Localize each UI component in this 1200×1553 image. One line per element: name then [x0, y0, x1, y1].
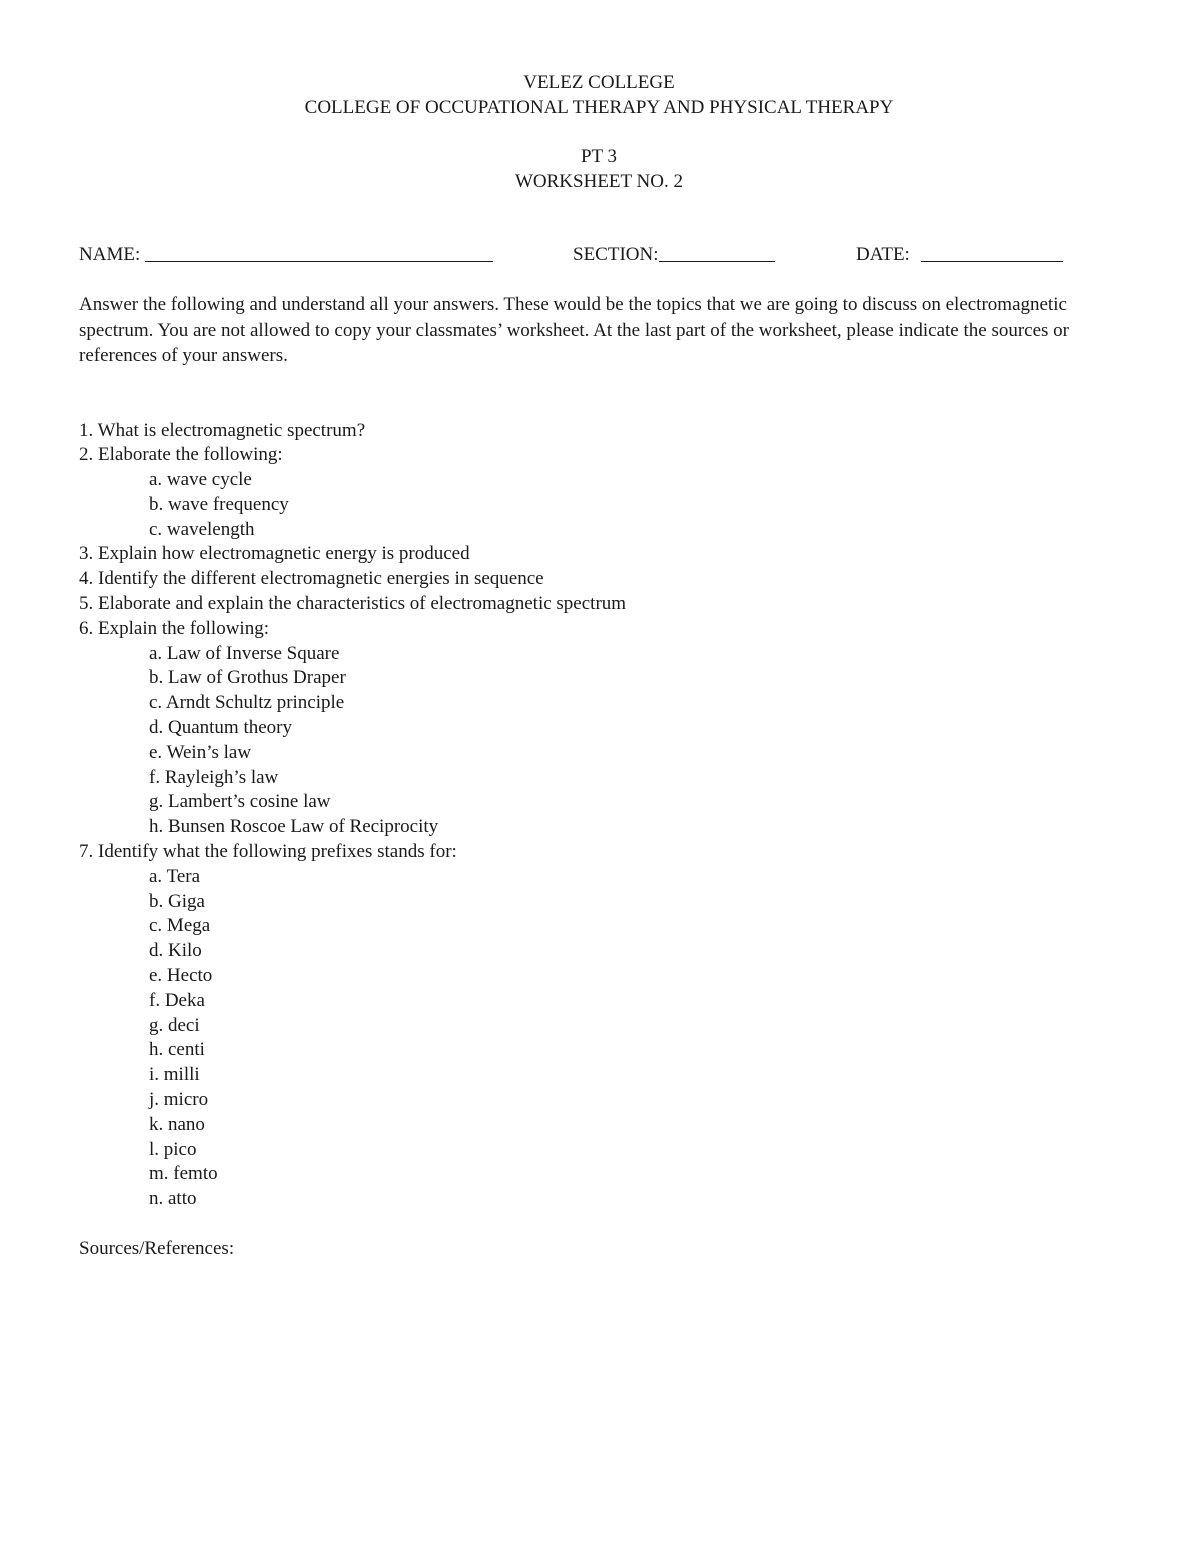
- sub-question-item: j. micro: [149, 1089, 209, 1111]
- sub-question-item: n. atto: [149, 1188, 197, 1210]
- question-item: 7. Identify what the following prefixes stands for:: [79, 841, 457, 863]
- sub-question-item: l. pico: [149, 1138, 197, 1160]
- section-field: [573, 242, 775, 268]
- worksheet-page: [79, 70, 1119, 1261]
- question-item: 2. Elaborate the following:: [79, 444, 283, 466]
- sub-question-item: c. wavelength: [149, 518, 255, 540]
- institution-name: VELEZ COLLEGE: [523, 72, 675, 93]
- worksheet-title: WORKSHEET NO. 2: [514, 171, 683, 192]
- sub-question-item: a. Tera: [149, 865, 201, 887]
- sub-question-item: e. Wein’s law: [149, 741, 252, 763]
- sub-question-item: c. Arndt Schultz principle: [149, 692, 345, 714]
- date-blank-line[interactable]: [921, 243, 1063, 262]
- name-label: NAME:: [79, 244, 141, 265]
- student-info-fields: [79, 242, 1119, 268]
- sub-question-item: f. Rayleigh’s law: [149, 766, 279, 788]
- question-item: 1. What is electromagnetic spectrum?: [79, 419, 366, 441]
- name-field: [79, 242, 493, 268]
- date-label: DATE:: [856, 244, 910, 265]
- name-blank-line[interactable]: [145, 243, 493, 262]
- sub-question-item: g. deci: [149, 1014, 200, 1036]
- question-item: 4. Identify the different electromagnetic energies in sequence: [79, 568, 544, 590]
- section-blank-line[interactable]: [659, 243, 775, 262]
- college-name: COLLEGE OF OCCUPATIONAL THERAPY AND PHYSICAL THERAPY: [304, 97, 894, 118]
- sub-question-item: k. nano: [149, 1113, 205, 1135]
- sub-question-item: i. milli: [149, 1064, 200, 1086]
- sub-question-item: h. centi: [149, 1039, 205, 1061]
- date-field: [856, 242, 1063, 268]
- sub-question-item: b. Law of Grothus Draper: [149, 667, 346, 689]
- sub-question-item: h. Bunsen Roscoe Law of Reciprocity: [149, 816, 439, 838]
- sub-question-item: g. Lambert’s cosine law: [149, 791, 331, 813]
- question-item: 5. Elaborate and explain the characteristics of electromagnetic spectrum: [79, 593, 627, 615]
- question-item: 3. Explain how electromagnetic energy is produced: [79, 543, 470, 565]
- sub-question-item: a. wave cycle: [149, 469, 252, 491]
- sub-question-item: m. femto: [149, 1163, 218, 1185]
- instructions-paragraph: Answer the following and understand all your answers. These would be the topics that we are going to discuss on electromagnetic spectrum. You are not allowed to copy your classmates’ worksheet. At the last part of the worksheet, please indicate the sources or references of your answers.: [79, 294, 1070, 366]
- question-list: [79, 419, 1119, 1213]
- sub-question-item: f. Deka: [149, 989, 205, 1011]
- sub-question-item: b. Giga: [149, 890, 205, 912]
- sources-references-label: Sources/References:: [79, 1238, 235, 1259]
- sub-question-item: e. Hecto: [149, 965, 213, 987]
- sub-question-item: a. Law of Inverse Square: [149, 642, 340, 664]
- sub-question-item: d. Kilo: [149, 940, 202, 962]
- question-item: 6. Explain the following:: [79, 617, 269, 639]
- course-code: PT 3: [580, 146, 618, 167]
- sub-question-item: d. Quantum theory: [149, 717, 293, 739]
- sub-question-item: b. wave frequency: [149, 493, 289, 515]
- document-header: [79, 70, 1119, 194]
- sub-question-item: c. Mega: [149, 915, 211, 937]
- section-label: SECTION:: [573, 244, 659, 265]
